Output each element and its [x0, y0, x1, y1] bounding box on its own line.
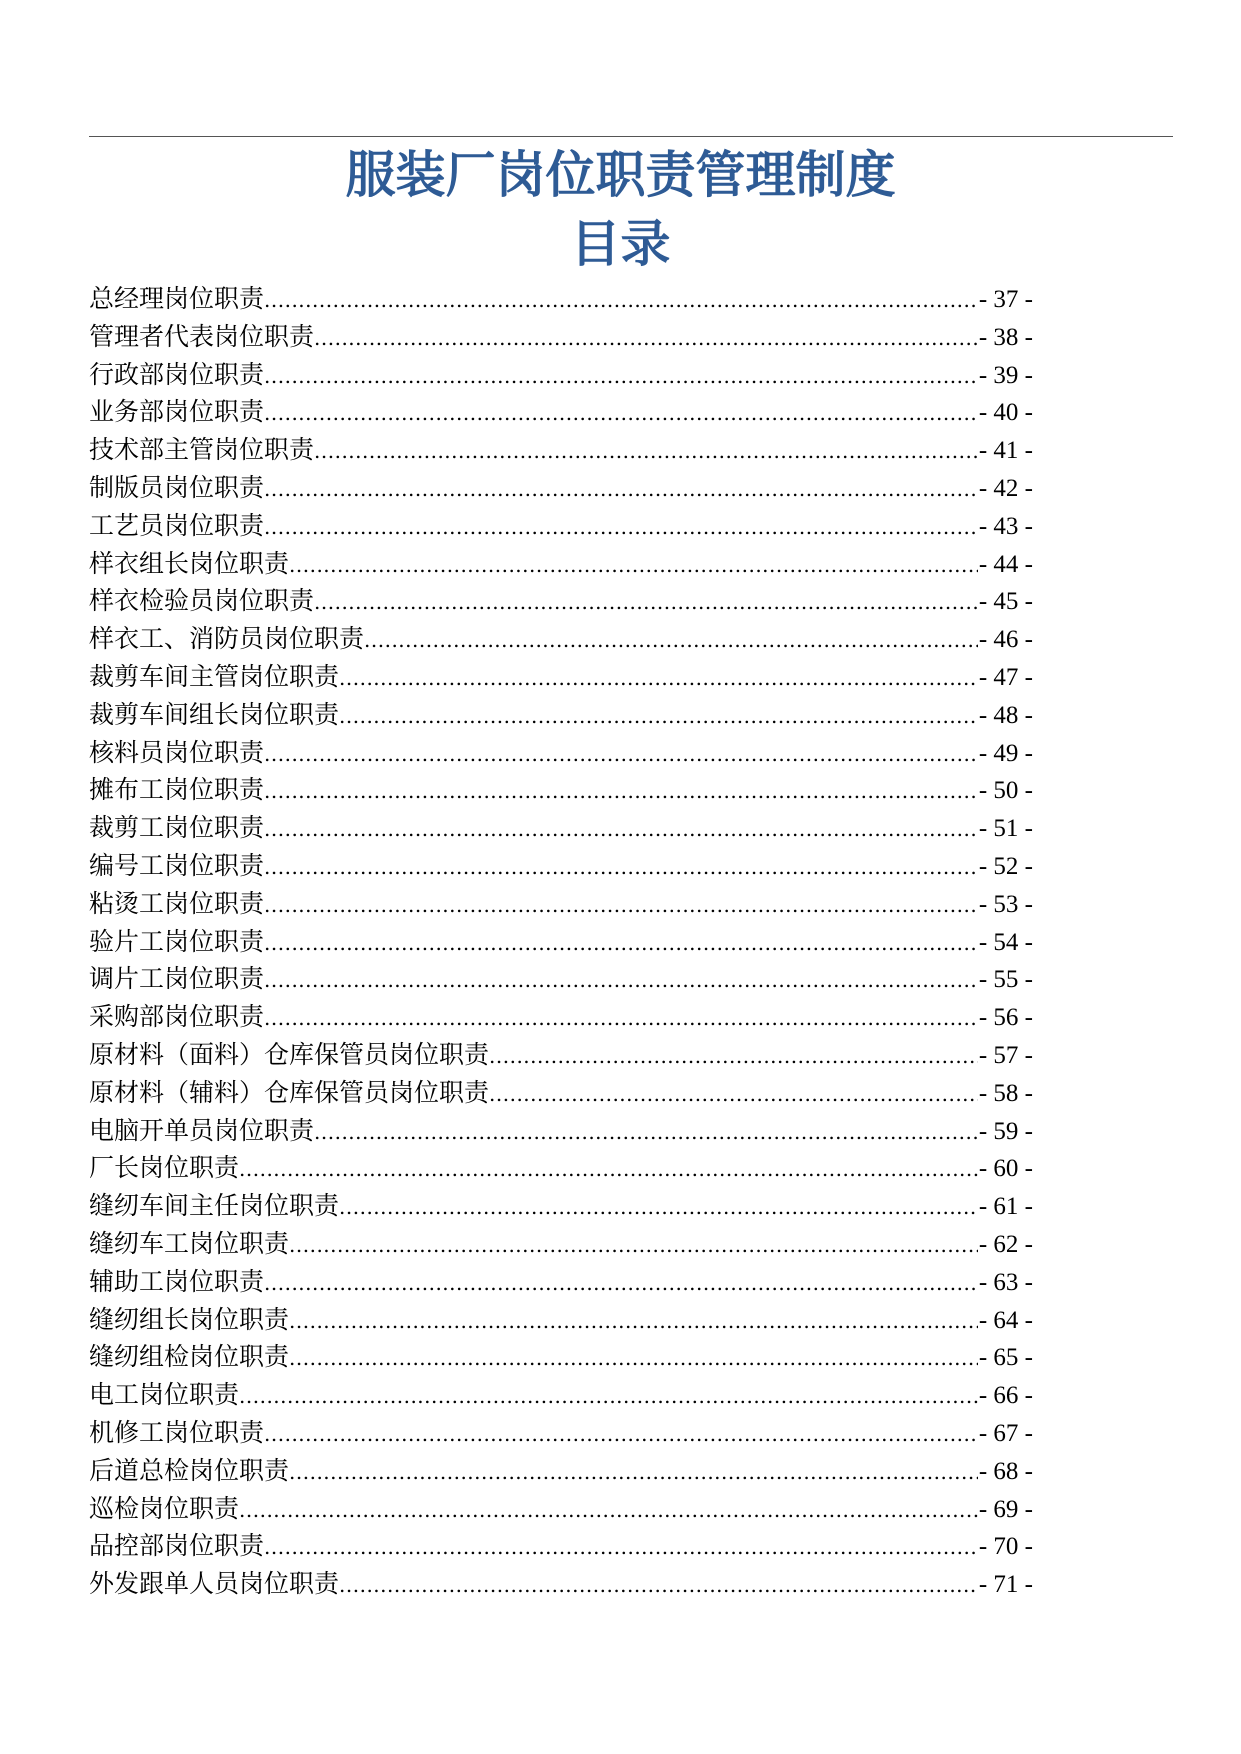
toc-page-number[interactable]: - 41 -	[978, 437, 1033, 465]
toc-entry[interactable]	[89, 1527, 1033, 1565]
toc-page-number[interactable]: - 49 -	[978, 739, 1033, 767]
toc-dot-leader	[314, 1114, 978, 1150]
toc-dot-leader	[339, 698, 978, 734]
toc-entry-label[interactable]: 辅助工岗位职责	[89, 1266, 265, 1296]
toc-dot-leader	[314, 584, 978, 620]
toc-page-number[interactable]: - 61 -	[978, 1193, 1033, 1221]
toc-entry-label[interactable]: 采购部岗位职责	[89, 1002, 265, 1032]
toc-dot-leader	[264, 395, 978, 431]
toc-dot-leader	[264, 358, 978, 394]
toc-entry[interactable]	[89, 809, 1033, 847]
toc-entry-label[interactable]: 原材料（面料）仓库保管员岗位职责	[89, 1039, 490, 1069]
toc-entry-label[interactable]: 调片工岗位职责	[89, 964, 265, 994]
toc-entry[interactable]	[89, 1225, 1033, 1263]
toc-page-number[interactable]: - 53 -	[978, 890, 1033, 918]
toc-heading: 目录	[570, 215, 671, 273]
toc-entry[interactable]	[89, 1490, 1033, 1528]
toc-entry[interactable]	[89, 545, 1033, 583]
toc-page-number[interactable]: - 70 -	[978, 1533, 1033, 1561]
toc-page-number[interactable]: - 69 -	[978, 1495, 1033, 1523]
toc-page-number[interactable]: - 54 -	[978, 928, 1033, 956]
toc-entry-label[interactable]: 核料员岗位职责	[89, 737, 265, 767]
toc-entry[interactable]	[89, 1187, 1033, 1225]
toc-page-number[interactable]: - 57 -	[978, 1041, 1033, 1069]
toc-page-number[interactable]: - 63 -	[978, 1268, 1033, 1296]
toc-entry-label[interactable]: 总经理岗位职责	[89, 284, 265, 313]
toc-page-number[interactable]: - 42 -	[978, 474, 1033, 502]
toc-entry[interactable]	[89, 847, 1033, 885]
toc-dot-leader	[239, 1151, 978, 1187]
toc-entry[interactable]	[89, 1452, 1033, 1490]
toc-dot-leader	[289, 1303, 978, 1339]
toc-entry[interactable]	[89, 998, 1033, 1036]
toc-entry-label[interactable]: 业务部岗位职责	[89, 397, 265, 427]
toc-page-number[interactable]: - 47 -	[978, 663, 1033, 691]
toc-page-number[interactable]: - 46 -	[978, 626, 1033, 654]
toc-entry[interactable]	[89, 393, 1033, 431]
toc-entry[interactable]	[89, 771, 1033, 809]
toc-entry[interactable]	[89, 1263, 1033, 1301]
toc-entry[interactable]	[89, 431, 1033, 469]
toc-entry-label[interactable]: 缝纫车间主任岗位职责	[89, 1191, 340, 1221]
toc-entry-label[interactable]: 裁剪车间主管岗位职责	[89, 661, 340, 691]
toc-entry[interactable]	[89, 734, 1033, 772]
toc-dot-leader	[314, 433, 978, 469]
toc-page-number[interactable]: - 44 -	[978, 550, 1033, 578]
toc-dot-leader	[339, 1189, 978, 1225]
toc-entry[interactable]	[89, 658, 1033, 696]
toc-dot-leader	[264, 773, 978, 809]
toc-entry[interactable]	[89, 1338, 1033, 1376]
toc-dot-leader	[339, 1567, 978, 1603]
toc-dot-leader	[289, 1340, 978, 1376]
toc-entry[interactable]	[89, 1149, 1033, 1187]
toc-page-number[interactable]: - 38 -	[978, 323, 1033, 351]
toc-page-number[interactable]: - 55 -	[978, 966, 1033, 994]
toc-dot-leader	[289, 1227, 978, 1263]
toc-page-number[interactable]: - 58 -	[978, 1079, 1033, 1107]
toc-entry[interactable]	[89, 696, 1033, 734]
toc-entry-label[interactable]: 工艺员岗位职责	[89, 510, 265, 540]
toc-entry[interactable]	[89, 318, 1033, 356]
toc-page-number[interactable]: - 65 -	[978, 1344, 1033, 1372]
toc-dot-leader	[239, 1492, 978, 1528]
toc-page-number[interactable]: - 40 -	[978, 399, 1033, 427]
toc-entry[interactable]	[89, 1112, 1033, 1150]
toc-entry-label[interactable]: 样衣组长岗位职责	[89, 548, 290, 578]
toc-dot-leader	[264, 509, 978, 545]
toc-entry-label[interactable]: 粘烫工岗位职责	[89, 888, 265, 918]
toc-dot-leader	[489, 1076, 978, 1112]
toc-entry-label[interactable]: 后道总检岗位职责	[89, 1455, 290, 1485]
toc-entry-label[interactable]: 品控部岗位职责	[89, 1531, 265, 1561]
toc-page-number[interactable]: - 56 -	[978, 1004, 1033, 1032]
header-rule	[89, 136, 1173, 137]
toc-entry-label[interactable]: 编号工岗位职责	[89, 850, 265, 880]
toc-entry-label[interactable]: 管理者代表岗位职责	[89, 321, 315, 351]
toc-dot-leader	[264, 736, 978, 772]
toc-dot-leader	[289, 1454, 978, 1490]
toc-dot-leader	[264, 471, 978, 507]
toc-entry-label[interactable]: 巡检岗位职责	[89, 1493, 240, 1523]
toc-page-number[interactable]: - 62 -	[978, 1230, 1033, 1258]
document-title: 服装厂岗位职责管理制度	[345, 146, 896, 204]
toc-page-number[interactable]: - 48 -	[978, 701, 1033, 729]
toc-entry[interactable]	[89, 1074, 1033, 1112]
toc-dot-leader	[264, 282, 978, 318]
toc-dot-leader	[264, 962, 978, 998]
toc-dot-leader	[239, 1378, 978, 1414]
toc-entry[interactable]	[89, 1414, 1033, 1452]
toc-entry[interactable]	[89, 960, 1033, 998]
toc-dot-leader	[264, 1529, 978, 1565]
toc-entry-label[interactable]: 缝纫组检岗位职责	[89, 1342, 290, 1372]
toc-entry-label[interactable]: 机修工岗位职责	[89, 1417, 265, 1447]
toc-entry[interactable]	[89, 280, 1033, 318]
toc-entry-label[interactable]: 验片工岗位职责	[89, 926, 265, 956]
toc-entry-label[interactable]: 缝纫车工岗位职责	[89, 1228, 290, 1258]
toc-page-number[interactable]: - 51 -	[978, 815, 1033, 843]
toc-entry-label[interactable]: 缝纫组长岗位职责	[89, 1304, 290, 1334]
toc-entry[interactable]	[89, 1036, 1033, 1074]
toc-entry[interactable]	[89, 923, 1033, 961]
toc-entry[interactable]	[89, 582, 1033, 620]
toc-dot-leader	[264, 1000, 978, 1036]
toc-dot-leader	[264, 1265, 978, 1301]
toc-entry-label[interactable]: 电脑开单员岗位职责	[89, 1115, 315, 1145]
toc-dot-leader	[264, 925, 978, 961]
toc-entry-label[interactable]: 行政部岗位职责	[89, 359, 265, 389]
toc-dot-leader	[289, 547, 978, 583]
toc-page-number[interactable]: - 52 -	[978, 852, 1033, 880]
toc-page-number[interactable]: - 59 -	[978, 1117, 1033, 1145]
toc-entry[interactable]	[89, 469, 1033, 507]
toc-entry-label[interactable]: 摊布工岗位职责	[89, 775, 265, 805]
toc-entry-label[interactable]: 样衣检验员岗位职责	[89, 586, 315, 616]
toc-entry[interactable]	[89, 1301, 1033, 1339]
toc-entry-label[interactable]: 外发跟单人员岗位职责	[89, 1569, 340, 1599]
toc-dot-leader	[314, 320, 978, 356]
toc-entry-label[interactable]: 原材料（辅料）仓库保管员岗位职责	[89, 1077, 490, 1107]
toc-page-number[interactable]: - 71 -	[978, 1571, 1033, 1599]
toc-dot-leader	[339, 660, 978, 696]
toc-dot-leader	[264, 887, 978, 923]
toc-entry-label[interactable]: 样衣工、消防员岗位职责	[89, 624, 365, 654]
toc-page-number[interactable]: - 39 -	[978, 361, 1033, 389]
toc-entry[interactable]	[89, 1565, 1033, 1603]
toc-page-number[interactable]: - 45 -	[978, 588, 1033, 616]
toc-entry[interactable]	[89, 885, 1033, 923]
toc-entry[interactable]	[89, 507, 1033, 545]
toc-entry[interactable]	[89, 356, 1033, 394]
toc-entry-label[interactable]: 制版员岗位职责	[89, 472, 265, 502]
toc-entry-label[interactable]: 技术部主管岗位职责	[89, 435, 315, 465]
toc-page-number[interactable]: - 68 -	[978, 1457, 1033, 1485]
toc-page-number[interactable]: - 37 -	[978, 286, 1033, 313]
toc-dot-leader	[489, 1038, 978, 1074]
toc-dot-leader	[264, 849, 978, 885]
toc-page-number[interactable]: - 64 -	[978, 1306, 1033, 1334]
toc-dot-leader	[264, 1416, 978, 1452]
toc-entry-label[interactable]: 厂长岗位职责	[89, 1153, 240, 1183]
toc-dot-leader	[364, 622, 978, 658]
toc-entry[interactable]	[89, 620, 1033, 658]
toc-entry-label[interactable]: 裁剪车间组长岗位职责	[89, 699, 340, 729]
toc-entry[interactable]	[89, 1376, 1033, 1414]
toc-page-number[interactable]: - 43 -	[978, 512, 1033, 540]
toc-page-number[interactable]: - 60 -	[978, 1155, 1033, 1183]
toc-page-number[interactable]: - 66 -	[978, 1382, 1033, 1410]
toc-entry-label[interactable]: 裁剪工岗位职责	[89, 813, 265, 843]
toc-dot-leader	[264, 811, 978, 847]
table-of-contents	[89, 280, 1033, 1603]
toc-entry-label[interactable]: 电工岗位职责	[89, 1380, 240, 1410]
toc-page-number[interactable]: - 67 -	[978, 1419, 1033, 1447]
toc-page-number[interactable]: - 50 -	[978, 777, 1033, 805]
